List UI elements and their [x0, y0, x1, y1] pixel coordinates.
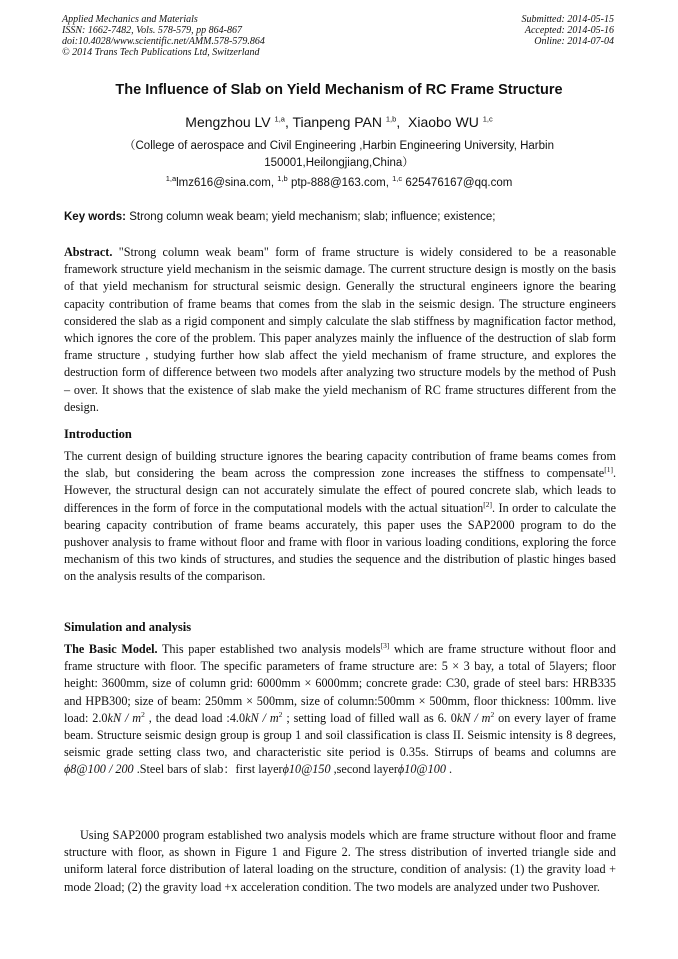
journal-name: Applied Mechanics and Materials [62, 14, 198, 25]
intro-text-1: The current design of building structure ignores the bearing capacity contribution of frame beams comes from the slab, but considering the beam across the compression zone increases the stiffness to compensate [64, 449, 616, 481]
introduction-paragraph [64, 448, 616, 586]
accepted-date: Accepted: 2014-05-16 [524, 25, 614, 36]
email-1-affil: 1,a [165, 174, 177, 184]
affiliation: （College of aerospace and Civil Engineering ,Harbin Engineering University, Harbin 150001,Heilongjiang,China） [124, 140, 554, 169]
abstract-text: "Strong column weak beam" form of frame structure is widely considered to be a reasonable framework structure yield mechanism in the seismic damage. The current structure design is mostly on the basis of that yield mechanism for structural seismic design. Generally the structural engineers ignore the bearing capacity contribution of frame beams that comes from the slab in the seismic design. The structure engineers considered the slab as a rigid component and simply calculate the slab stiffness by magnification factor method, which ignores the core of the problem. This paper analyzes mainly the influence of the destruction of slab form frame structure , studying further how slab affect the yield mechanism of frame structure, and explores the destruction form of difference between two models after analyzing two structure models by the method of Push – over. It shows that the existence of slab make the yield mechanism of RC frame structures different from the design. [64, 245, 617, 414]
basic-text-4: ; setting load of filled wall as 6. 0 [282, 710, 457, 725]
issn-line: ISSN: 1662-7482, Vols. 578-579, pp 864-867 [62, 25, 242, 36]
unit-live-exp: 2 [141, 709, 145, 719]
author-1-affil: 1,a [274, 114, 285, 124]
unit-wall-exp: 2 [490, 709, 495, 719]
email-2-affil: 1,b [277, 174, 288, 184]
basic-text-8: . [445, 762, 453, 777]
submitted-date: Submitted: 2014-05-15 [521, 14, 614, 25]
unit-dead-exp: 2 [278, 709, 283, 719]
citation-1: [1] [604, 465, 613, 475]
bar-spec-1: ϕ10@150 [282, 762, 331, 777]
online-date: Online: 2014-07-04 [534, 36, 614, 47]
simulation-heading: Simulation and analysis [64, 620, 192, 634]
abstract [64, 244, 616, 416]
email-3[interactable]: 625476167@qq.com [405, 177, 513, 189]
journal-header-right [522, 14, 615, 47]
basic-text-3: , the dead load :4.0 [144, 710, 246, 725]
doi-line: doi:10.4028/www.scientific.net/AMM.578-579.864 [62, 36, 265, 47]
unit-wall-load: kN / m [456, 710, 491, 725]
keywords [64, 211, 616, 223]
intro-text-3: . In order to calculate the bearing capacity contribution of frame beams accurately, this paper uses the SAP2000 program to do the pushover analysis to frame without floor and frame with floor in various loading conditions, exploring the force mechanism of this two kinds of structures, and studies the sequence and the distribution of plastic hinges based on the analysis results of the comparison. [64, 500, 616, 584]
author-1: Mengzhou LV [185, 114, 271, 130]
basic-text-1: This paper established two analysis models [157, 642, 381, 656]
intro-text-2: . However, the structural design can not accurately simulate the effect of poured concrete slab, which leads to differences in the form of force in the computational models with the actual situation [64, 466, 616, 515]
sap2000-paragraph: Using SAP2000 program established two analysis models which are frame structure without floor and frame structure with floor, as shown in Figure 1 and Figure 2. The stress distribution of inverted triangle side and uniform lateral force distribution of lateral loading on the structure, condition of analysis: (1) the gravity load + mode 2load; (2) the gravity load +x acceleration condition. The two models are analyzed under two Pushover. [64, 828, 616, 894]
email-3-affil: 1,c [392, 174, 403, 184]
copyright-line: © 2014 Trans Tech Publications Ltd, Switzerland [62, 47, 260, 58]
author-2-affil: 1,b [385, 114, 397, 124]
basic-text-7: ,second layer [330, 762, 398, 777]
journal-header-left [62, 14, 265, 58]
email-list [40, 174, 638, 189]
keywords-label: Key words: [64, 211, 126, 223]
author-list: Mengzhou LV $^{1,a}$, Tianpeng PAN $^{1,b}$, Xiaobo WU $^{1,c}$ [185, 114, 493, 130]
introduction-heading: Introduction [64, 427, 132, 441]
citation-3: [3] [380, 640, 390, 650]
author-3: Xiaobo WU [408, 114, 479, 130]
keywords-text: Strong column weak beam; yield mechanism; slab; influence; existence; [129, 211, 496, 223]
paper-title: The Influence of Slab on Yield Mechanism of RC Frame Structure [115, 82, 563, 98]
author-2: Tianpeng PAN [292, 114, 382, 130]
basic-model-label: The Basic Model. [64, 642, 158, 656]
unit-live-load: kN / m [107, 710, 142, 725]
basic-model-paragraph [64, 641, 616, 779]
basic-text-5: on every layer of frame beam. Structure seismic design group is group 1 and soil classification is class II. Seismic intensity is 8 degrees, seismic grade setting class two, and characteristic site period is 0.35s. Stirrups of beams and columns are [64, 710, 617, 760]
stirrup-spec: ϕ8@100 / 200 [64, 762, 134, 777]
basic-text-2: which are frame structure without floor and frame structure with floor. The specific parameters of frame structure are: 5 × 3 bay, a total of 5layers; floor height: 3600mm, size of column grid: 6000mm × 6000mm; concrete grade: C30, grade of steel bars: HRB335 and HPB300; size of beam: 250mm × 500mm, size of column:500mm × 500mm, floor thickness: 100mm. live load: 2.0 [64, 642, 617, 725]
bar-spec-2: ϕ10@100 [397, 762, 446, 777]
basic-text-6: .Steel bars of slab：first layer [133, 762, 283, 777]
citation-2: [2] [483, 499, 493, 509]
abstract-label: Abstract. [64, 245, 113, 259]
email-1[interactable]: lmz616@sina.com, [176, 177, 275, 189]
author-3-affil: 1,c [482, 114, 493, 124]
email-2[interactable]: ptp-888@163.com, [290, 177, 389, 189]
unit-dead-load: kN / m [245, 710, 279, 725]
